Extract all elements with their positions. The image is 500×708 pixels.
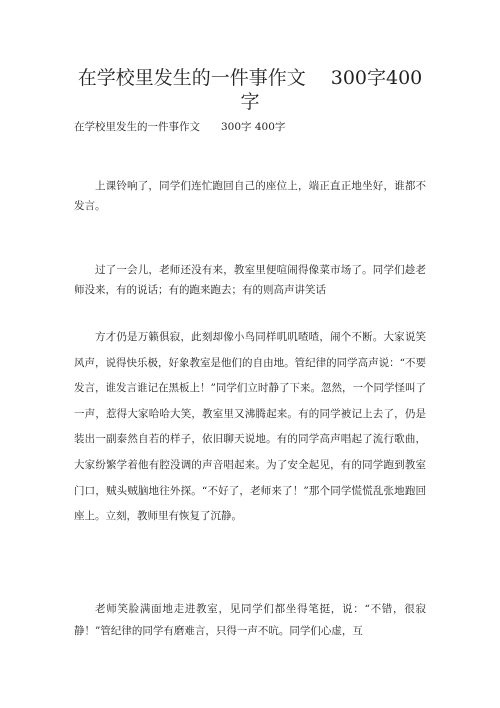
paragraph-4: 老师笑脸满面地走进教室，见同学们都坐得笔挺，说：“不错，很寂静！”管纪律的同学有磨难言，只得一声不吭。同学们心虚，互 <box>74 603 426 637</box>
paragraph-3: 方才仍是万籁俱寂，此刻却像小鸟同样叽叽喳喳，闹个不断。大家说笑风声，说得快乐极，好象教室是他们的自由地。管纪律的同学高声说：“不要发言，谁发言谁记在黑板上！”同学们立时静了下来。忽然，一个同学怪叫了一声，惹得大家哈哈大笑，教室里又沸腾起来。有的同学被记上去了，仍是装出一副泰然自若的样子，依旧聊天说地。有的同学高声唱起了流行歌曲，大家纷繁学着他有腔没调的声音唱起来。为了安全起见，有的同学跑到教室门口，贼头贼脑地往外探。“不好了，老师来了！”那个同学慌慌乱张地跑回座上。立刻，教师里有恢复了沉静。 <box>74 331 426 523</box>
document-subtitle: 在学校里发生的一件事作文 300字 400字 <box>74 121 286 133</box>
document-title: 在学校里发生的一件事作文 300字400字 <box>77 67 423 113</box>
paragraph-2: 过了一会儿，老师还没有来，教室里便喧闹得像菜市场了。同学们趁老师没来，有的说话；有的跑来跑去；有的则高声讲笑话 <box>74 264 426 296</box>
paragraph-1: 上课铃响了，同学们连忙跑回自己的座位上，端正直正地坐好，谁都不发言。 <box>74 180 426 212</box>
